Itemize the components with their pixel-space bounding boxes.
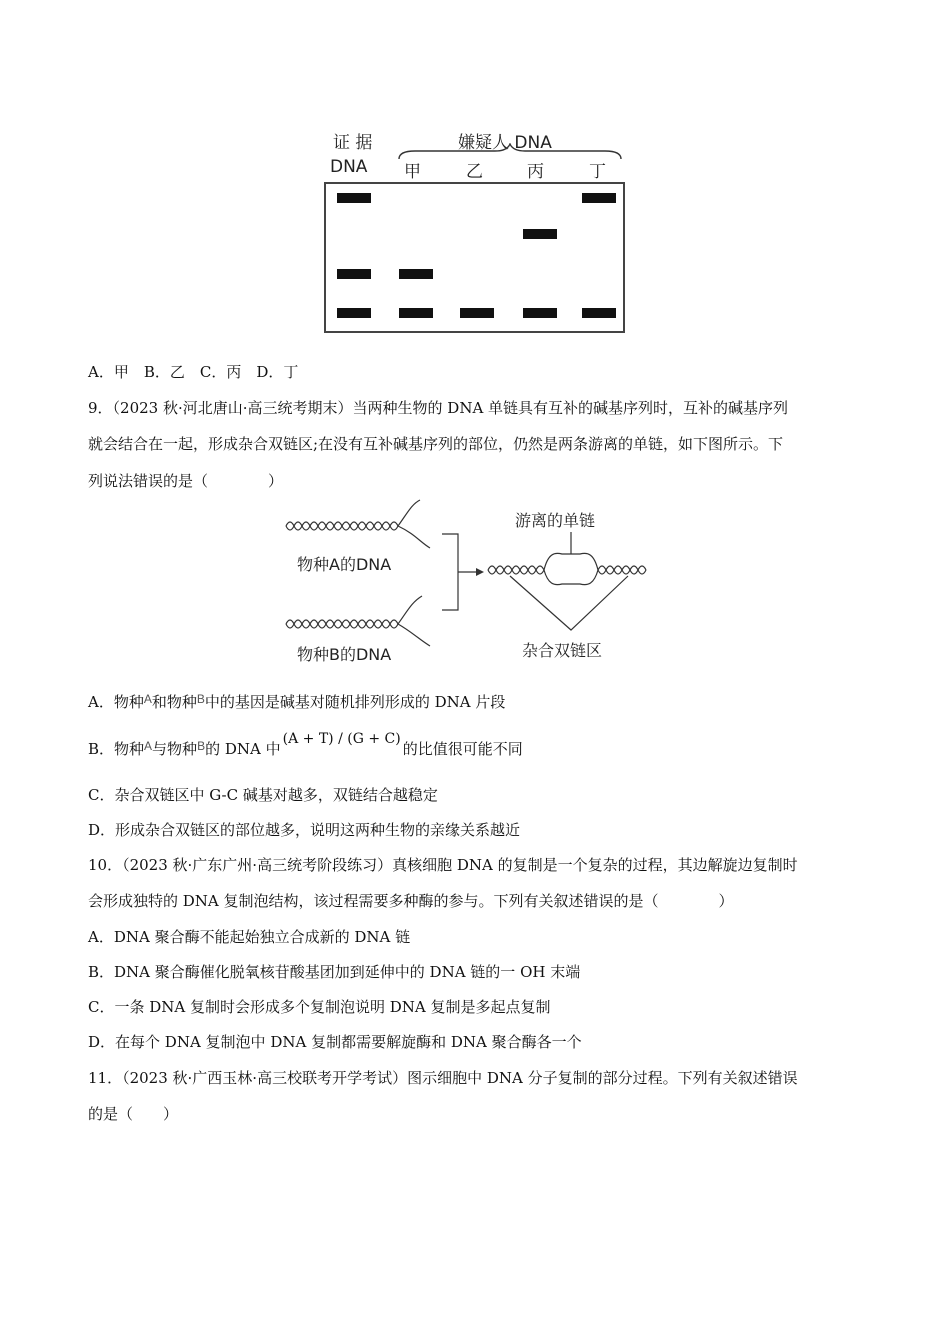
- q9-stem-line1: 9．（2023 秋·河北唐山·高三统考期末）当两种生物的 DNA 单链具有互补的碱基序列时，互补的碱基序列: [88, 399, 789, 417]
- q9-stem-line3: 列说法错误的是（ ）: [88, 472, 284, 490]
- q9-stem-line2: 就会结合在一起，形成杂合双链区;在没有互补碱基序列的部位，仍然是两条游离的单链，如下图所示。下: [88, 435, 784, 453]
- q9-b-letter-a: A: [144, 739, 153, 753]
- gel-band: [337, 308, 371, 318]
- gel-band: [523, 308, 557, 318]
- q9-b-text-3: 的 DNA 中: [205, 740, 281, 758]
- q9-option-c: C．杂合双链区中 G-C 碱基对越多，双链结合越稳定: [88, 786, 438, 804]
- gel-band: [523, 229, 557, 239]
- q9-b-text-4: 的比值很可能不同: [402, 740, 523, 758]
- hybrid-region-label: 杂合双链区: [522, 641, 603, 660]
- suspect-dna-title: 嫌疑人 DNA: [458, 133, 552, 153]
- evidence-label-bottom: DNA: [330, 157, 368, 177]
- evidence-label-top: 证 据: [333, 133, 373, 153]
- q9-option-d: D．形成杂合双链区的部位越多，说明这两种生物的亲缘关系越近: [88, 821, 521, 839]
- q10-option-c: C．一条 DNA 复制时会形成多个复制泡说明 DNA 复制是多起点复制: [88, 998, 551, 1016]
- gel-band: [582, 193, 616, 203]
- suspect-ding: 丁: [589, 162, 606, 182]
- suspect-yi: 乙: [466, 162, 483, 182]
- q9-b-text-1: B．物种: [88, 740, 145, 758]
- q10-option-b: B．DNA 聚合酶催化脱氧核苷酸基团加到延伸中的 DNA 链的一 OH 末端: [88, 963, 581, 981]
- q9-b-formula: (A + T) / (G + C): [282, 731, 401, 747]
- q8-options: A．甲 B．乙 C．丙 D．丁: [88, 363, 299, 381]
- suspect-jia: 甲: [404, 162, 421, 182]
- gel-band: [460, 308, 494, 318]
- q9-option-b: [88, 731, 523, 760]
- gel-band: [337, 193, 371, 203]
- q10-option-d: D．在每个 DNA 复制泡中 DNA 复制都需要解旋酶和 DNA 聚合酶各一个: [88, 1033, 582, 1051]
- q9-option-a: [88, 689, 505, 712]
- gel-band: [337, 269, 371, 279]
- q9-a-text-3: 中的基因是碱基对随机排列形成的 DNA 片段: [204, 693, 506, 711]
- q10-option-a: A．DNA 聚合酶不能起始独立合成新的 DNA 链: [88, 928, 411, 946]
- q11-stem-line2: 的是（ ）: [88, 1105, 179, 1123]
- q10-stem-line2: 会形成独特的 DNA 复制泡结构，该过程需要多种酶的参与。下列有关叙述错误的是（ ）: [88, 892, 734, 910]
- q11-stem-line1: 11．（2023 秋·广西玉林·高三校联考开学考试）图示细胞中 DNA 分子复制的部分过程。下列有关叙述错误: [88, 1069, 798, 1087]
- suspect-bing: 丙: [527, 162, 544, 182]
- q9-a-text-1: A．物种: [88, 693, 144, 711]
- gel-band: [399, 269, 433, 279]
- free-strand-label: 游离的单链: [515, 511, 596, 530]
- q9-a-text-2: 和物种: [151, 693, 197, 711]
- q9-a-letter-b: B: [196, 692, 205, 706]
- q10-stem-line1: 10．（2023 秋·广东广州·高三统考阶段练习）真核细胞 DNA 的复制是一个复杂的过程，其边解旋边复制时: [88, 856, 798, 874]
- gel-band: [399, 308, 433, 318]
- q9-a-letter-a: A: [143, 692, 152, 706]
- species-b-dna-label: 物种B的DNA: [297, 645, 392, 664]
- q9-b-letter-b: B: [197, 739, 206, 753]
- q9-b-text-2: 与物种: [152, 740, 198, 758]
- species-a-dna-label: 物种A的DNA: [297, 555, 392, 574]
- gel-band: [582, 308, 616, 318]
